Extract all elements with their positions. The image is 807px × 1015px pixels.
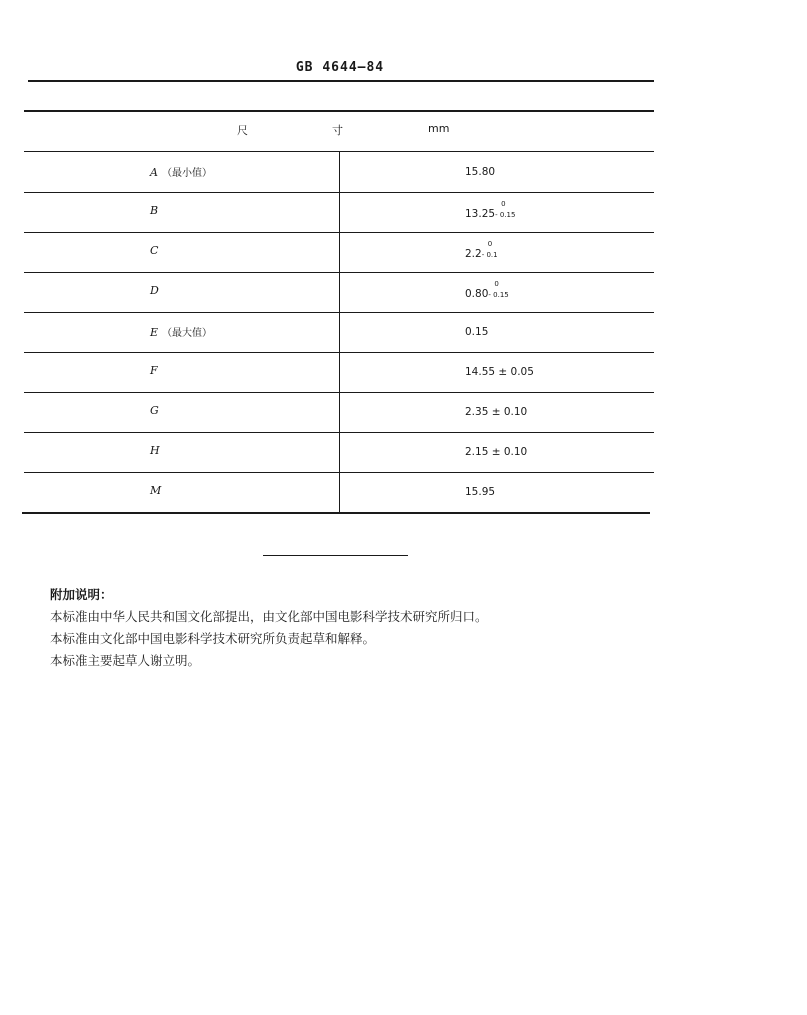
dimension-letter: D xyxy=(150,284,159,297)
notes-line-2: 本标准由文化部中国电影科学技术研究所负责起草和解释。 xyxy=(50,631,376,646)
table-row xyxy=(24,232,654,272)
dimension-value xyxy=(465,366,534,378)
value-main: 0.15 xyxy=(465,326,489,338)
table-row xyxy=(24,472,654,512)
dimension-letter: F xyxy=(150,364,158,377)
dimension-value xyxy=(465,280,514,300)
dimension-value xyxy=(465,406,527,418)
table-row xyxy=(24,272,654,312)
dimension-letter: E xyxy=(150,326,159,339)
dimension-key xyxy=(150,164,212,179)
dimension-note: （最小值） xyxy=(161,168,212,179)
additional-notes xyxy=(50,584,488,672)
dimension-key xyxy=(150,204,158,217)
table-row xyxy=(24,392,654,432)
table-row xyxy=(24,312,654,352)
value-main: 13.25 xyxy=(465,208,496,220)
dimension-letter: G xyxy=(150,404,159,417)
standard-number-header: GB 4644—84 xyxy=(295,60,385,75)
dimension-key xyxy=(150,244,158,257)
dimension-letter: H xyxy=(150,444,160,457)
dimension-value xyxy=(465,486,495,498)
dimension-letter: C xyxy=(150,244,159,257)
tolerance xyxy=(495,200,521,220)
tolerance-lower: - 0.15 xyxy=(495,211,516,219)
dimension-value xyxy=(465,166,495,178)
notes-title: 附加说明： xyxy=(50,587,113,602)
table-row xyxy=(24,352,654,392)
dimension-value xyxy=(465,240,508,260)
header-rule xyxy=(28,80,654,82)
table-title xyxy=(24,118,654,142)
dimension-key xyxy=(150,484,161,497)
dimension-key xyxy=(150,324,212,339)
dimension-value xyxy=(465,446,527,458)
dimension-key xyxy=(150,284,159,297)
dimension-letter: A xyxy=(150,166,158,179)
dimension-letter: M xyxy=(150,484,162,497)
table-top-rule xyxy=(24,110,654,112)
table-title-unit: mm xyxy=(428,122,450,135)
tolerance-lower: - 0.15 xyxy=(488,291,509,299)
table-bottom-rule xyxy=(22,512,650,514)
dimension-key xyxy=(150,364,158,377)
dimension-value xyxy=(465,200,521,220)
tolerance-upper: 0 xyxy=(501,200,506,208)
section-divider xyxy=(263,555,408,556)
tolerance xyxy=(481,240,508,260)
value-main: 15.80 xyxy=(465,166,496,178)
tolerance xyxy=(488,280,514,300)
value-main: 0.80 xyxy=(465,288,489,300)
dimension-value xyxy=(465,326,488,338)
dimension-key xyxy=(150,404,159,417)
tolerance-upper: 0 xyxy=(487,240,493,248)
value-main: 2.2 xyxy=(465,248,482,260)
table-title-mid: 寸 xyxy=(332,124,343,137)
dimension-key xyxy=(150,444,160,457)
table-row xyxy=(24,432,654,472)
table-row xyxy=(24,192,654,232)
value-main: 2.35 ± 0.10 xyxy=(465,406,528,418)
table-title-left: 尺 xyxy=(237,124,248,137)
tolerance-lower: - 0.1 xyxy=(481,251,498,259)
notes-line-1: 本标准由中华人民共和国文化部提出，由文化部中国电影科学技术研究所归口。 xyxy=(50,609,488,624)
value-main: 2.15 ± 0.10 xyxy=(465,446,528,458)
value-main: 15.95 xyxy=(465,486,496,498)
dimension-letter: B xyxy=(150,204,159,217)
dimension-note: （最大值） xyxy=(162,328,213,339)
tolerance-upper: 0 xyxy=(494,280,499,288)
table-row xyxy=(24,152,654,192)
value-main: 14.55 ± 0.05 xyxy=(465,366,534,378)
notes-line-3: 本标准主要起草人谢立明。 xyxy=(50,653,201,668)
